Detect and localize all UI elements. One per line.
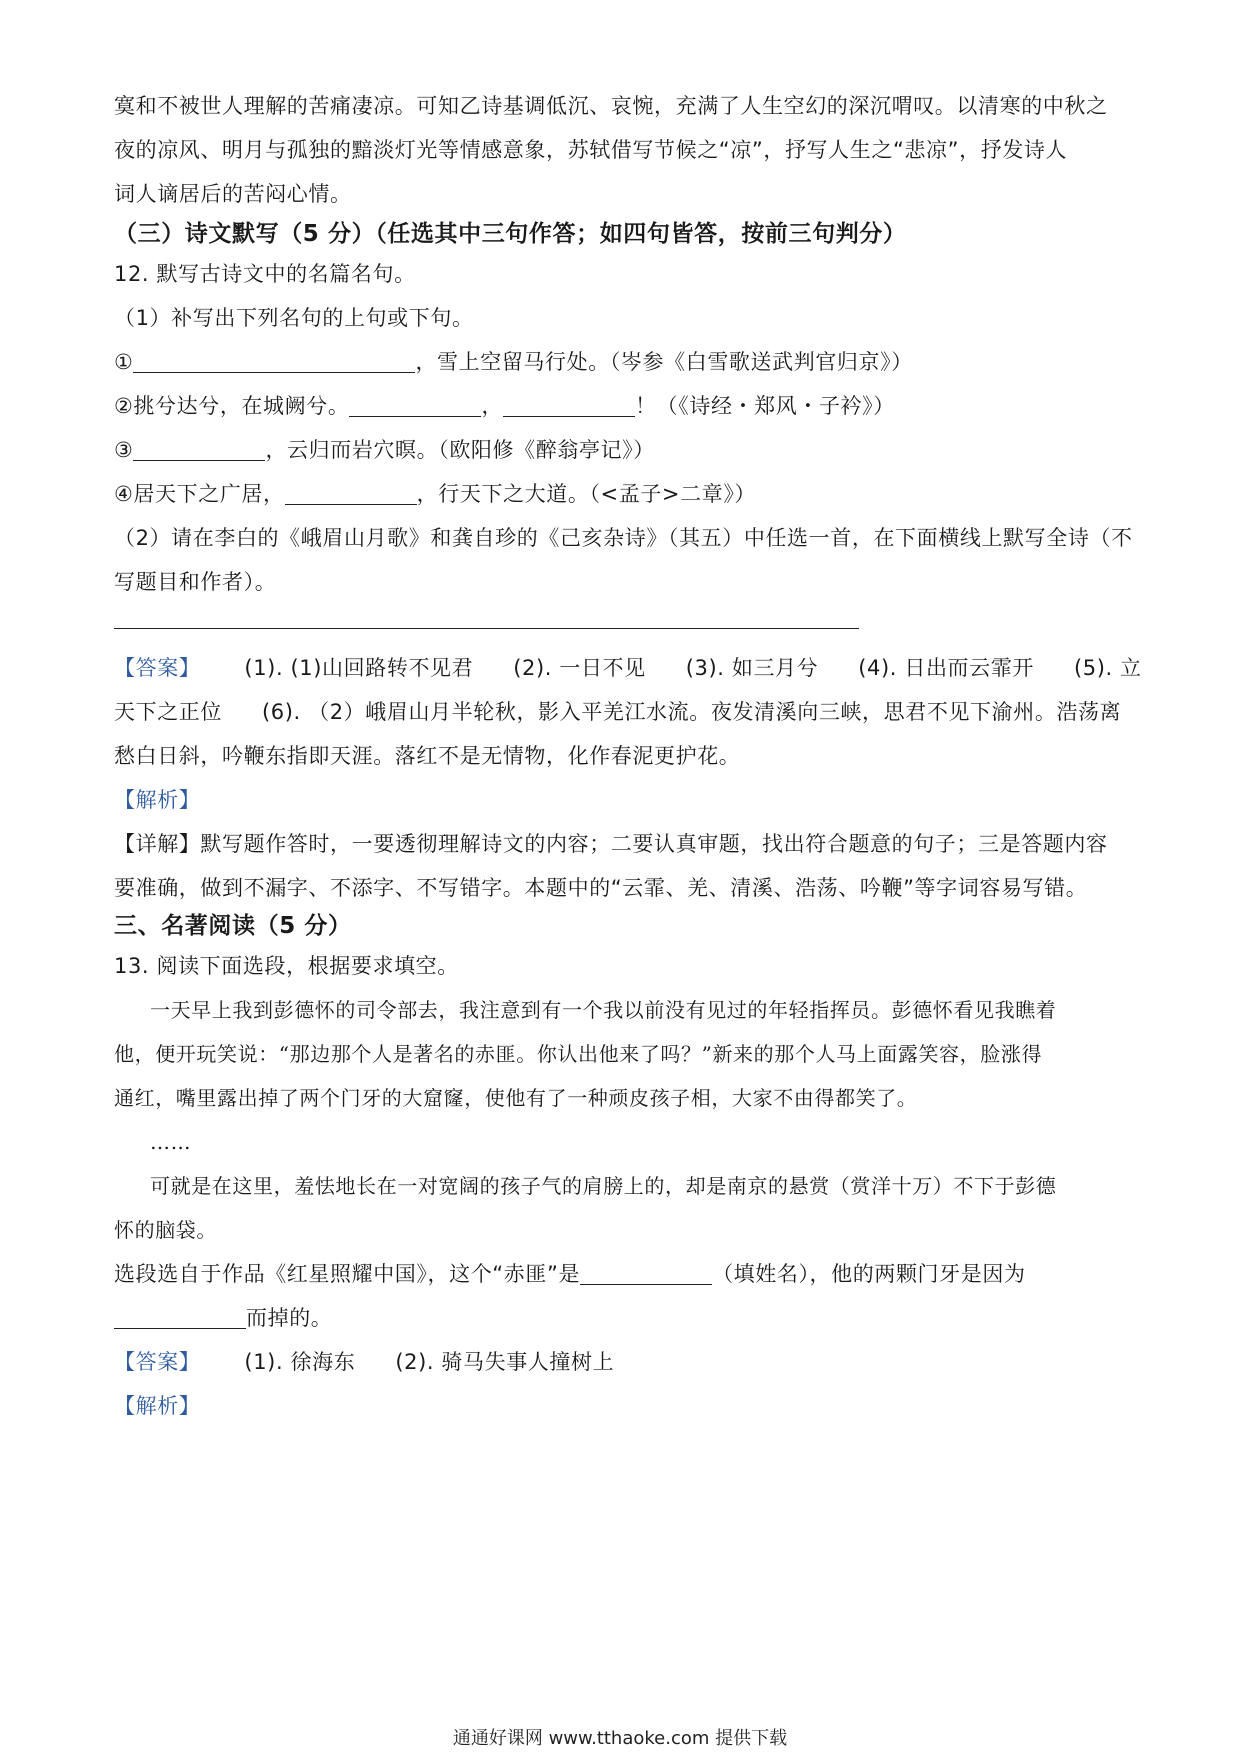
analysis-tag: 【解析】	[114, 788, 201, 812]
fill-blank-reason[interactable]	[114, 1306, 246, 1329]
q13-question-line-1	[114, 1260, 1026, 1288]
answer-writing-line[interactable]	[114, 628, 859, 629]
fill-blank-name[interactable]	[580, 1262, 712, 1285]
q13-question-prefix: 选段选自于作品《红星照耀中国》，这个“赤匪”是	[114, 1262, 581, 1286]
q12-item-2	[114, 392, 895, 420]
passage-line-3: 通红，嘴里露出掉了两个门牙的大窟窿，使他有了一种顽皮孩子相，大家不由得都笑了。	[114, 1086, 918, 1110]
intro-line-1: 寞和不被世人理解的苦痛凄凉。可知乙诗基调低沉、哀惋，充满了人生空幻的深沉喟叹。以清寒的中秋之	[114, 94, 1108, 118]
q12-stem: 12. 默写古诗文中的名篇名句。	[114, 262, 416, 286]
q13-question-line2-suffix: 而掉的。	[246, 1306, 333, 1330]
analysis-tag: 【解析】	[114, 1394, 201, 1418]
item2-mid: ，	[481, 394, 504, 418]
passage-line-5: 怀的脑袋。	[114, 1218, 217, 1242]
answer12-a3: (3). 如三月兮	[685, 656, 819, 680]
answer12-a6: (6). （2）峨眉山月半轮秋，影入平羌江水流。夜发清溪向三峡，思君不见下渝州。浩荡离	[262, 700, 1122, 724]
answer12-line2-start: 天下之正位	[114, 700, 222, 724]
answer12-line-3: 愁白日斜，吟鞭东指即天涯。落红不是无情物，化作春泥更护花。	[114, 744, 741, 768]
item4-suffix: ，行天下之大道。（<孟子>二章》）	[416, 482, 757, 506]
answer12-a4: (4). 日出而云霏开	[858, 656, 1034, 680]
answer-tag: 【答案】	[114, 1350, 201, 1374]
q13-question-line-2	[114, 1304, 332, 1332]
item3-prefix: ③	[114, 438, 134, 462]
passage-line-2: 他，便开玩笑说：“那边那个人是著名的赤匪。你认出他来了吗？”新来的那个人马上面露笑容，脸涨得	[114, 1042, 1043, 1066]
intro-line-3: 词人谪居后的苦闷心情。	[114, 182, 352, 206]
fill-blank-2[interactable]	[349, 394, 481, 417]
section-heading-classic-reading: 三、名著阅读（5 分）	[114, 913, 352, 939]
item2-suffix: ！（《诗经・郑风・子衿》）	[635, 394, 895, 418]
detail-line-1: 【详解】默写题作答时，一要透彻理解诗文的内容；二要认真审题，找出符合题意的句子；三是答题内容	[114, 832, 1108, 856]
q12-item-4	[114, 480, 756, 508]
q13-question-suffix: （填姓名），他的两颗门牙是因为	[712, 1262, 1026, 1286]
answer12-a2: (2). 一日不见	[513, 656, 646, 680]
fill-blank-1[interactable]	[133, 350, 415, 373]
passage-line-4: 可就是在这里，羞怯地长在一对宽阔的孩子气的肩膀上的，却是南京的悬赏（赏洋十万）不下于彭德	[150, 1174, 1057, 1198]
footer-source: 通通好课网 www.tthaoke.com 提供下载	[452, 1728, 788, 1749]
q12-item-3	[114, 436, 655, 464]
answer-tag: 【答案】	[114, 656, 201, 680]
item1-prefix: ①	[114, 350, 134, 374]
answer12-a1: (1). (1)山回路转不见君	[244, 656, 474, 680]
intro-line-2: 夜的凉风、明月与孤独的黯淡灯光等情感意象，苏轼借写节候之“凉”，抒写人生之“悲凉”，抒发诗人	[114, 138, 1068, 162]
item1-suffix: ，雪上空留马行处。（岑参《白雪歌送武判官归京》）	[415, 350, 913, 374]
passage-ellipsis: ……	[150, 1130, 192, 1154]
q12-item-1	[114, 348, 913, 376]
passage-line-1: 一天早上我到彭德怀的司令部去，我注意到有一个我以前没有见过的年轻指挥员。彭德怀看见我瞧着	[150, 998, 1057, 1022]
fill-blank-3[interactable]	[503, 394, 635, 417]
item3-suffix: ，云归而岩穴暝。（欧阳修《醉翁亭记》）	[265, 438, 655, 462]
detail-line-2: 要准确，做到不漏字、不添字、不写错字。本题中的“云霏、羌、清溪、浩荡、吟鞭”等字词容易写错。	[114, 876, 1088, 900]
fill-blank-4[interactable]	[133, 438, 265, 461]
q12-part1: （1）补写出下列名句的上句或下句。	[114, 306, 474, 330]
item4-prefix: ④居天下之广居，	[114, 482, 285, 506]
q12-part2-line-2: 写题目和作者）。	[114, 570, 277, 594]
answer13-line	[114, 1348, 614, 1376]
answer13-a2: (2). 骑马失事人撞树上	[395, 1350, 615, 1374]
q13-stem: 13. 阅读下面选段，根据要求填空。	[114, 954, 459, 978]
item2-prefix: ②挑兮达兮，在城阙兮。	[114, 394, 350, 418]
q12-part2-line-1: （2）请在李白的《峨眉山月歌》和龚自珍的《己亥杂诗》（其五）中任选一首，在下面横线上默写全诗（不	[114, 526, 1133, 550]
fill-blank-5[interactable]	[285, 482, 417, 505]
answer12-a5: (5). 立	[1073, 656, 1142, 680]
section-heading-recitation: （三）诗文默写（5 分）（任选其中三句作答；如四句皆答，按前三句判分）	[114, 221, 907, 247]
answer13-a1: (1). 徐海东	[244, 1350, 356, 1374]
answer12-line-1	[114, 654, 1142, 682]
answer12-line-2	[114, 698, 1121, 726]
